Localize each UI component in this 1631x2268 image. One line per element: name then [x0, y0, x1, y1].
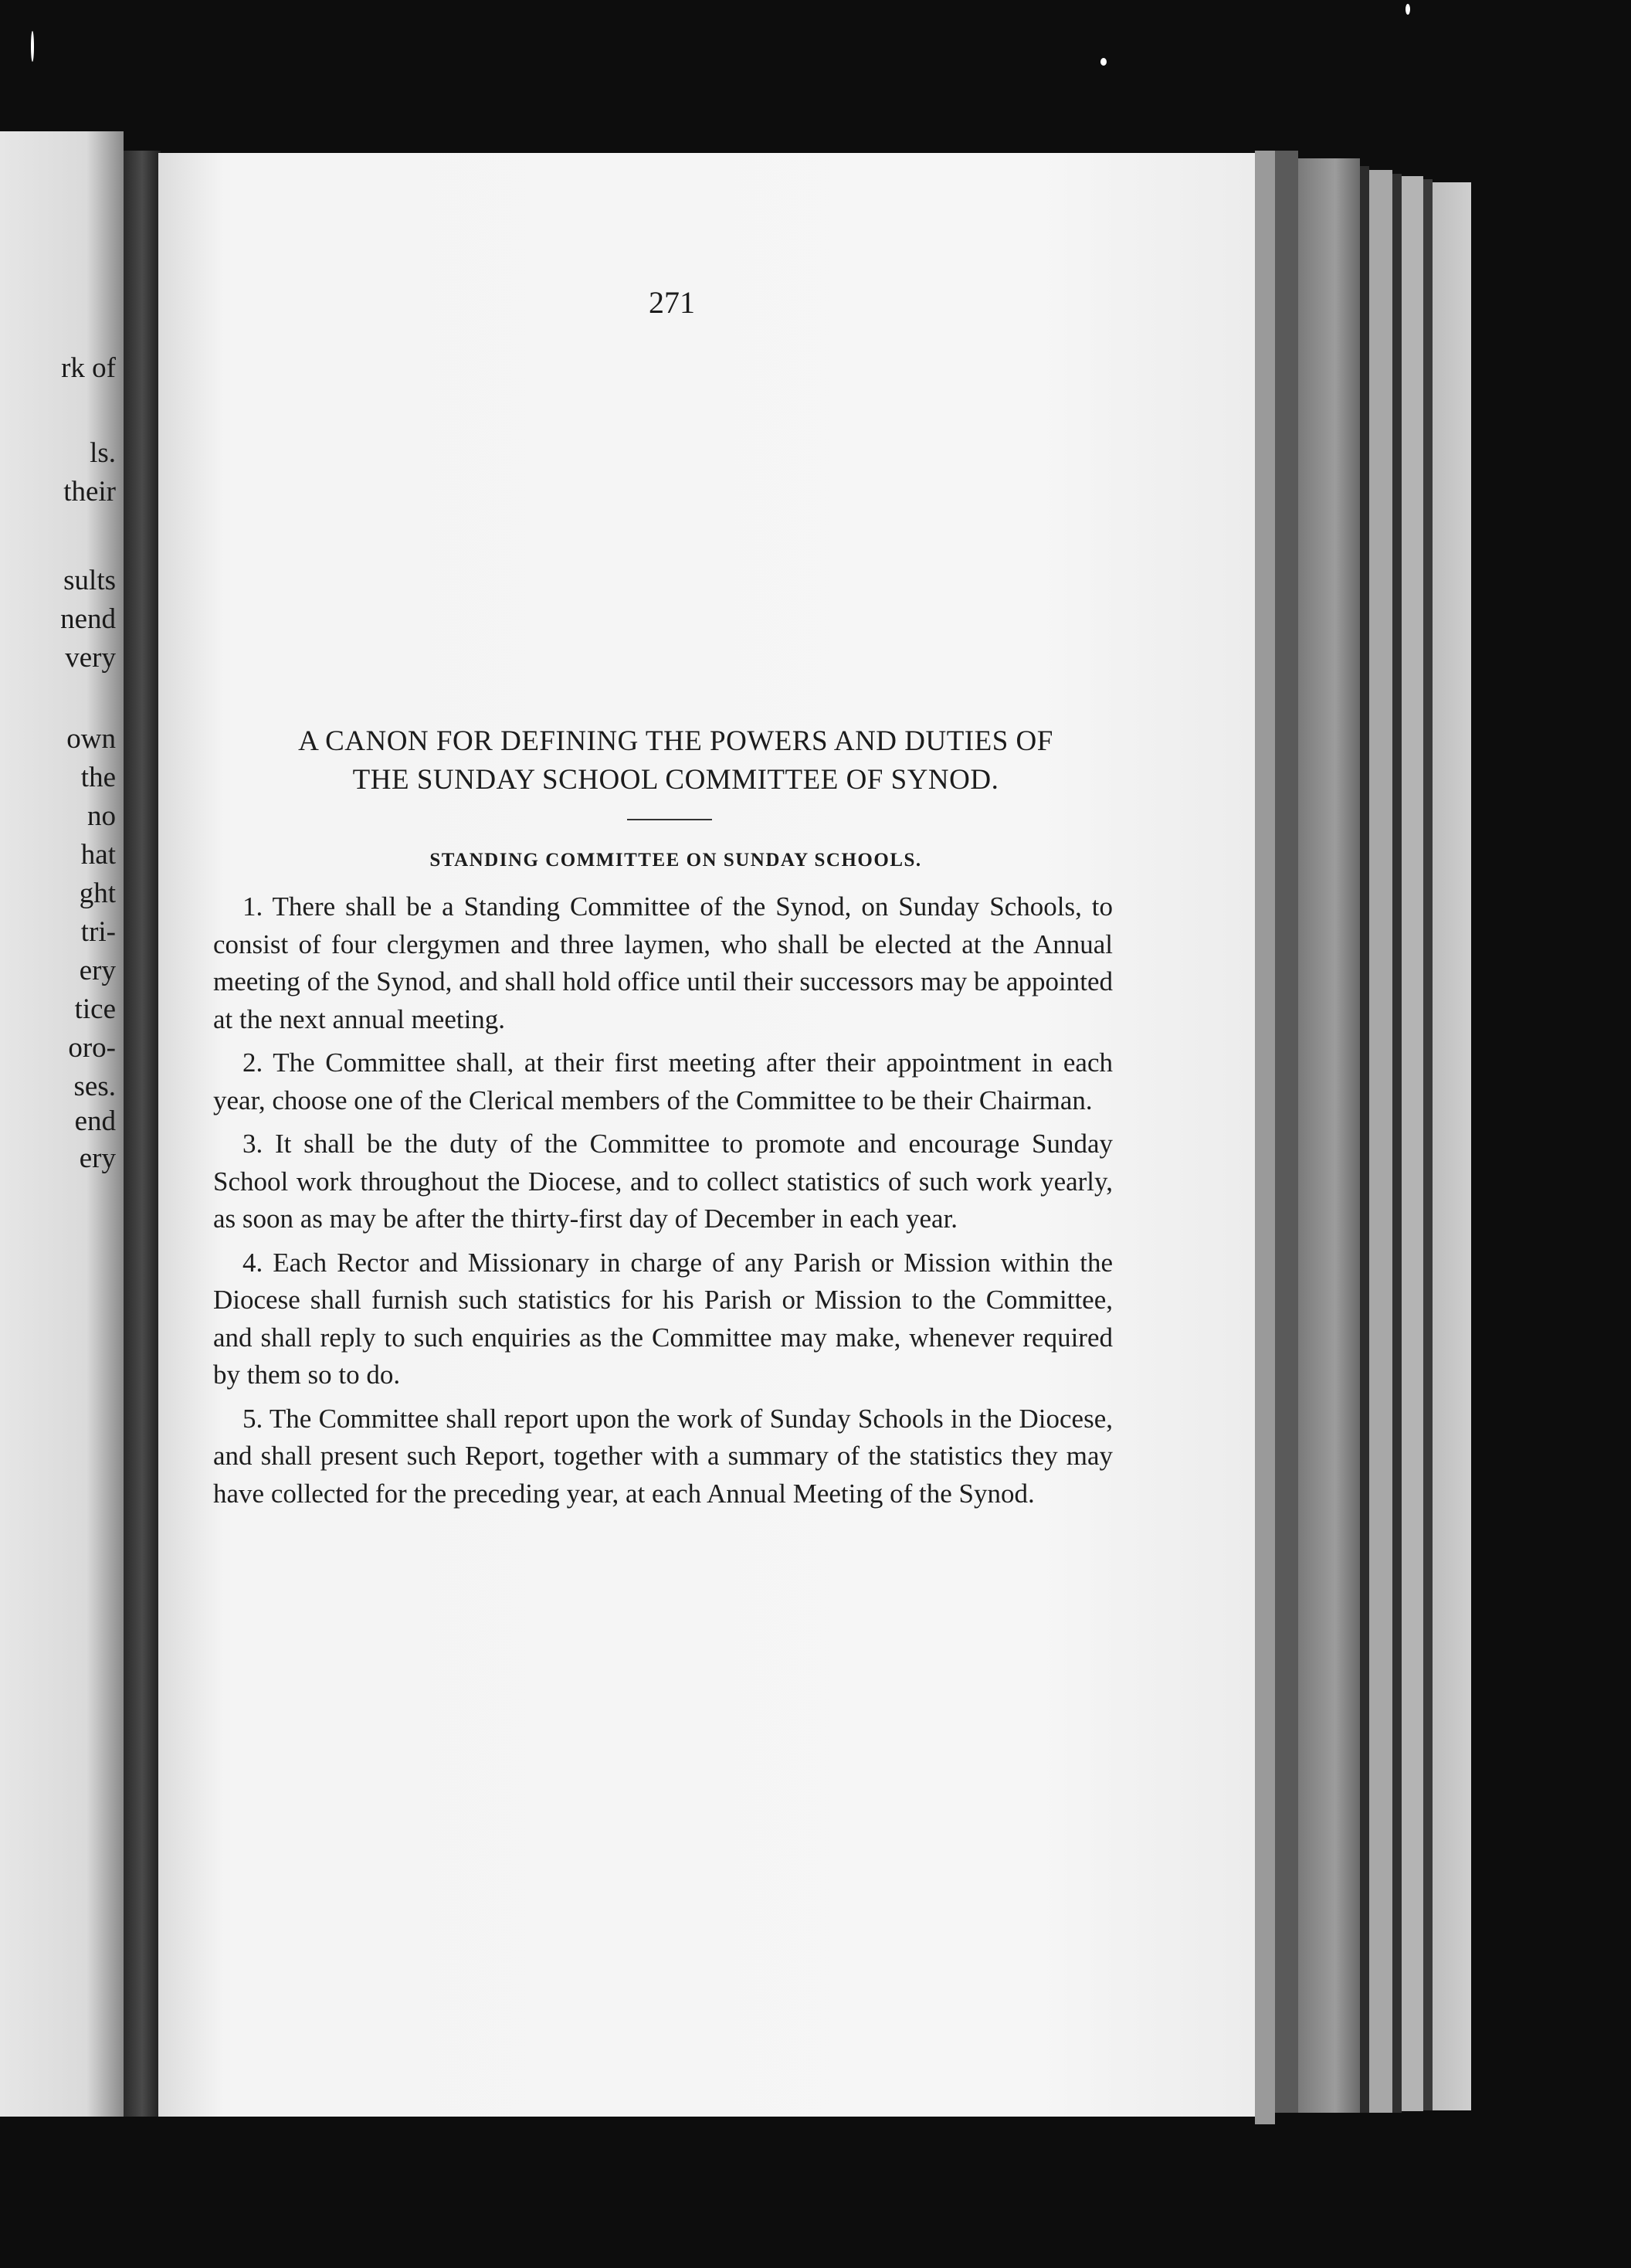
canon-title — [209, 722, 1143, 800]
page-edge — [1402, 176, 1423, 2111]
left-page-text-fragment: end — [74, 1105, 116, 1137]
left-page-text-fragment: tice — [74, 993, 116, 1025]
left-page-text-fragment: their — [63, 476, 116, 508]
left-page-text-fragment: own — [66, 723, 116, 755]
page-edge — [1275, 151, 1298, 2113]
page-edge — [1369, 170, 1392, 2113]
left-page-text-fragment: ls. — [90, 437, 116, 469]
left-page-text-fragment: very — [65, 642, 116, 674]
left-page-text-fragment: tri- — [80, 916, 116, 948]
page-edge — [1255, 151, 1275, 2124]
left-page-text-fragment: ght — [79, 878, 116, 909]
canon-paragraph: 2. The Committee shall, at their first meeting after their appointment in each year, choose one of the Clerical members of the Committee to be their Chairman. — [213, 1047, 1113, 1115]
canon-body — [213, 888, 1113, 1519]
canon-paragraph: 4. Each Rector and Missionary in charge of any Parish or Mission within the Diocese shall furnish such statistics for his Parish or Mission to the Committee, and shall reply to such enquiries as the Committee may make, whenever required by them so to do. — [213, 1247, 1113, 1390]
left-page-text-fragment: ery — [79, 955, 116, 986]
left-page-text-fragment: ery — [79, 1142, 116, 1174]
left-page-text-fragment: oro- — [68, 1032, 116, 1064]
left-page-edge — [0, 131, 124, 2117]
left-page-text-fragment: hat — [80, 839, 116, 871]
section-subheading: STANDING COMMITTEE ON SUNDAY SCHOOLS. — [429, 850, 922, 871]
title-line: A CANON FOR DEFINING THE POWERS AND DUTIES OF — [298, 725, 1053, 757]
canon-paragraph: 1. There shall be a Standing Committee of the Synod, on Sunday Schools, to consist of four clergymen and three laymen, who shall be elected at the Annual meeting of the Synod, and shall hold office until their successors may be appointed at the next annual meeting. — [213, 891, 1113, 1034]
page-edge — [1360, 166, 1369, 2113]
left-page-text-fragment: nend — [60, 603, 116, 635]
left-page-text-fragment: ses. — [73, 1071, 116, 1102]
canon-paragraph: 3. It shall be the duty of the Committee to promote and encourage Sunday School work throughout the Diocese, and to collect statistics of such work yearly, as soon as may be after the thirty-first day of December in each year. — [213, 1129, 1113, 1234]
dust-speck — [31, 31, 34, 62]
left-page-text-fragment: sults — [63, 565, 116, 596]
page-edge — [1423, 179, 1433, 2110]
dust-speck — [1406, 4, 1410, 15]
left-page-text-fragment: the — [80, 762, 116, 793]
left-page-text-fragment: rk of — [61, 352, 116, 384]
canon-paragraph: 5. The Committee shall report upon the work of Sunday Schools in the Diocese, and shall present such Report, together with a summary of the statistics they may have collected for the preceding year, at each Annual Meeting of the Synod. — [213, 1403, 1113, 1509]
page-edge — [1433, 182, 1471, 2110]
book-gutter — [124, 151, 161, 2117]
title-rule — [627, 819, 712, 820]
left-page-text-fragment: no — [87, 800, 116, 832]
page-edge — [1298, 158, 1360, 2113]
page-number: 271 — [649, 285, 695, 320]
dust-speck — [1100, 58, 1107, 66]
page-edge — [1392, 174, 1402, 2113]
title-line: THE SUNDAY SCHOOL COMMITTEE OF SYNOD. — [352, 764, 999, 796]
